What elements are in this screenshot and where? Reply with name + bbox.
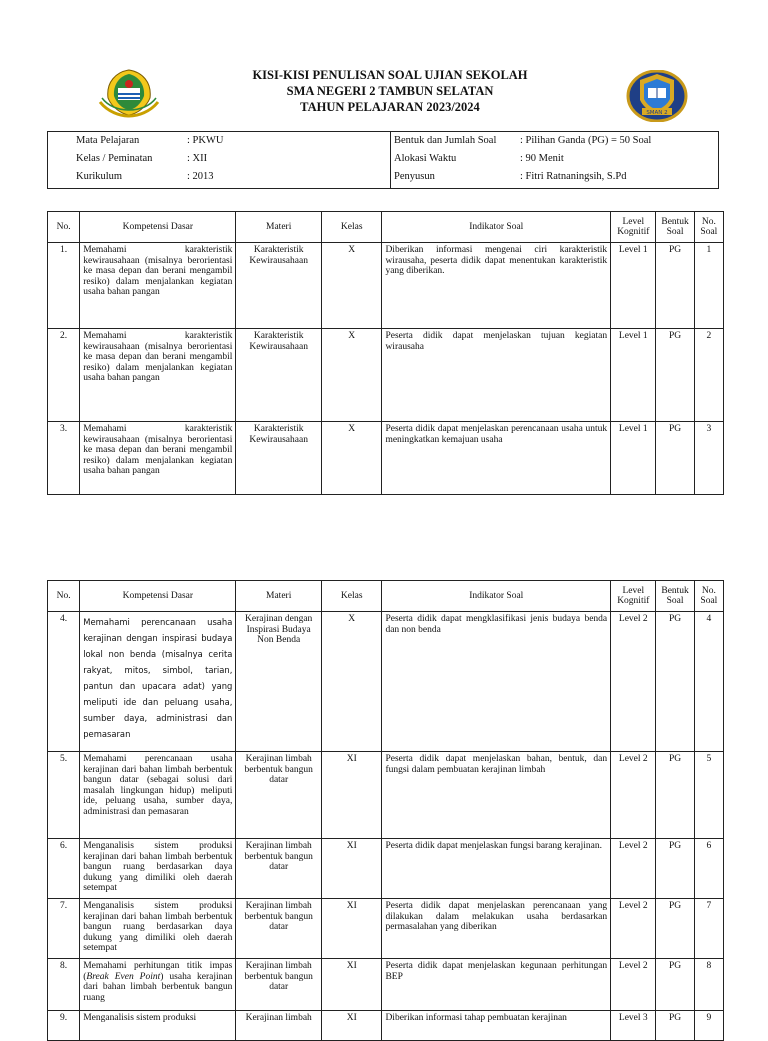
penyusun-value: : Fitri Ratnaningsih, S.Pd — [520, 171, 627, 182]
row-kd: Menganalisis sistem produksi kerajinan dari bahan limbah berbentuk bangun ruang berdasarkan daya dukung yang dimiliki oleh daerah setempat — [80, 899, 236, 959]
row-kelas: XI — [322, 1011, 382, 1041]
row-indikator: Peserta didik dapat menjelaskan bahan, bentuk, dan fungsi dalam pembuatan kerajinan limbah — [382, 752, 611, 839]
row-kd: Menganalisis sistem produksi — [80, 1011, 236, 1041]
table-header-row — [48, 581, 724, 612]
table-row — [48, 839, 724, 899]
table-row — [48, 959, 724, 1011]
row-nosoal: 8 — [694, 959, 723, 1011]
bentuk-value: : Pilihan Ganda (PG) = 50 Soal — [520, 135, 652, 146]
col-no: No. — [48, 581, 80, 612]
row-no: 8. — [48, 959, 80, 1011]
row-kd — [80, 959, 236, 1011]
table-row — [48, 243, 724, 329]
mapel-label: Mata Pelajaran — [76, 135, 140, 146]
row-kelas: X — [322, 243, 382, 329]
table-row — [48, 422, 724, 495]
row-indikator: Peserta didik dapat mengklasifikasi jenis budaya benda dan non benda — [382, 612, 611, 752]
col-kelas: Kelas — [322, 581, 382, 612]
table-row — [48, 752, 724, 839]
row-kelas: XI — [322, 839, 382, 899]
col-no: No. — [48, 212, 80, 243]
row-materi: Karakteristik Kewirausahaan — [236, 422, 322, 495]
row-indikator: Peserta didik dapat menjelaskan perencanaan usaha untuk meningkatkan kemajuan usaha — [382, 422, 611, 495]
alokasi-value: : 90 Menit — [520, 153, 564, 164]
penyusun-label: Penyusun — [394, 171, 435, 182]
row-materi: Kerajinan limbah berbentuk bangun datar — [236, 839, 322, 899]
row-level: Level 1 — [611, 243, 656, 329]
row-bentuk: PG — [656, 422, 694, 495]
col-materi: Materi — [236, 581, 322, 612]
mapel-value: : PKWU — [184, 132, 391, 153]
row-kd: Memahami perencanaan usaha kerajinan dengan inspirasi budaya lokal non benda (misalnya cerita rakyat, mitos, simbol, tarian, pantun dan upacara adat) yang meliputi ide dan peluang usaha, sumber daya, administrasi dan pemasaran — [80, 612, 236, 752]
col-kd: Kompetensi Dasar — [80, 581, 236, 612]
row-nosoal: 4 — [694, 612, 723, 752]
kelas-value: : XII — [184, 152, 391, 170]
row-no: 5. — [48, 752, 80, 839]
row-kelas: XI — [322, 959, 382, 1011]
row-materi: Kerajinan limbah — [236, 1011, 322, 1041]
row-kd: Memahami karakteristik kewirausahaan (misalnya berorientasi ke masa depan dan berani mengambil resiko) dalam menjalankan kegiatan usaha bahan pangan — [80, 329, 236, 422]
row-level: Level 2 — [611, 959, 656, 1011]
row-level: Level 2 — [611, 752, 656, 839]
kurikulum-value: : 2013 — [184, 170, 391, 189]
kurikulum-label: Kurikulum — [76, 171, 123, 182]
school-logo-text: SMAN 2 — [646, 110, 668, 116]
row-nosoal: 3 — [694, 422, 723, 495]
row-nosoal: 6 — [694, 839, 723, 899]
row-indikator: Peserta didik dapat menjelaskan kegunaan perhitungan BEP — [382, 959, 611, 1011]
title-line-2: SMA NEGERI 2 TAMBUN SELATAN — [286, 84, 494, 98]
table-row — [48, 329, 724, 422]
row-no: 1. — [48, 243, 80, 329]
row-materi: Kerajinan limbah berbentuk bangun datar — [236, 899, 322, 959]
row-kelas: XI — [322, 899, 382, 959]
row-nosoal: 7 — [694, 899, 723, 959]
kisi-table-2 — [47, 580, 724, 1041]
col-nosoal: No. Soal — [694, 212, 723, 243]
col-kelas: Kelas — [322, 212, 382, 243]
row-kelas: X — [322, 422, 382, 495]
row-indikator: Diberikan informasi mengenai ciri karakteristik wirausaha, peserta didik dapat menentukan karakteristik yang diberikan. — [382, 243, 611, 329]
row-nosoal: 9 — [694, 1011, 723, 1041]
col-level: Level Kognitif — [611, 212, 656, 243]
row-bentuk: PG — [656, 329, 694, 422]
col-bentuk: Bentuk Soal — [656, 581, 694, 612]
row-kd: Memahami karakteristik kewirausahaan (misalnya berorientasi ke masa depan dan berani mengambil resiko) dalam menjalankan kegiatan usaha bahan pangan — [80, 243, 236, 329]
row-level: Level 1 — [611, 329, 656, 422]
row-materi: Karakteristik Kewirausahaan — [236, 243, 322, 329]
col-nosoal: No. Soal — [694, 581, 723, 612]
kd-text-a: Memahami perhitungan titik impas ( — [83, 961, 233, 982]
row-indikator: Diberikan informasi tahap pembuatan kerajinan — [382, 1011, 611, 1041]
row-kd: Memahami karakteristik kewirausahaan (misalnya berorientasi ke masa depan dan berani mengambil resiko) dalam menjalankan kegiatan usaha bahan pangan — [80, 422, 236, 495]
row-bentuk: PG — [656, 959, 694, 1011]
row-bentuk: PG — [656, 612, 694, 752]
row-materi: Karakteristik Kewirausahaan — [236, 329, 322, 422]
col-bentuk: Bentuk Soal — [656, 212, 694, 243]
row-materi: Kerajinan dengan Inspirasi Budaya Non Benda — [236, 612, 322, 752]
col-materi: Materi — [236, 212, 322, 243]
row-level: Level 3 — [611, 1011, 656, 1041]
row-level: Level 2 — [611, 612, 656, 752]
table-row — [48, 612, 724, 752]
kisi-table-1 — [47, 211, 724, 495]
row-kelas: X — [322, 612, 382, 752]
row-kelas: XI — [322, 752, 382, 839]
kd-text-b: ) usaha kerajinan dari bahan limbah berbentuk bangun ruang — [83, 971, 233, 1003]
title-line-3: TAHUN PELAJARAN 2023/2024 — [300, 100, 480, 114]
row-no: 6. — [48, 839, 80, 899]
row-nosoal: 1 — [694, 243, 723, 329]
col-level: Level Kognitif — [611, 581, 656, 612]
row-kd: Menganalisis sistem produksi kerajinan dari bahan limbah berbentuk bangun ruang berdasarkan daya dukung yang dimiliki oleh daerah setempat — [80, 839, 236, 899]
document-header — [150, 67, 630, 115]
row-indikator: Peserta didik dapat menjelaskan fungsi barang kerajinan. — [382, 839, 611, 899]
row-indikator: Peserta didik dapat menjelaskan perencanaan yang dilakukan dalam melakukan usaha berdasarkan permasalahan yang diberikan — [382, 899, 611, 959]
col-indikator: Indikator Soal — [382, 581, 611, 612]
kelas-label: Kelas / Peminatan — [76, 153, 153, 164]
table-header-row — [48, 212, 724, 243]
col-kd: Kompetensi Dasar — [80, 212, 236, 243]
row-nosoal: 2 — [694, 329, 723, 422]
row-no: 3. — [48, 422, 80, 495]
row-kelas: X — [322, 329, 382, 422]
row-no: 9. — [48, 1011, 80, 1041]
title-line-1: KISI-KISI PENULISAN SOAL UJIAN SEKOLAH — [252, 68, 528, 82]
info-table — [47, 131, 719, 189]
row-no: 4. — [48, 612, 80, 752]
row-nosoal: 5 — [694, 752, 723, 839]
row-materi: Kerajinan limbah berbentuk bangun datar — [236, 959, 322, 1011]
table-row — [48, 1011, 724, 1041]
col-indikator: Indikator Soal — [382, 212, 611, 243]
row-level: Level 1 — [611, 422, 656, 495]
row-bentuk: PG — [656, 899, 694, 959]
row-kd: Memahami perencanaan usaha kerajinan dari bahan limbah berbentuk bangun datar (sebagai solusi dari masalah lingkungan hidup) meliputi ide, peluang usaha, sumber daya, administrasi dan pemasaran — [80, 752, 236, 839]
table-row — [48, 899, 724, 959]
row-no: 2. — [48, 329, 80, 422]
row-bentuk: PG — [656, 243, 694, 329]
school-logo — [626, 70, 688, 122]
row-bentuk: PG — [656, 1011, 694, 1041]
row-indikator: Peserta didik dapat menjelaskan tujuan kegiatan wirausaha — [382, 329, 611, 422]
row-bentuk: PG — [656, 752, 694, 839]
row-level: Level 2 — [611, 899, 656, 959]
row-level: Level 2 — [611, 839, 656, 899]
row-bentuk: PG — [656, 839, 694, 899]
alokasi-label: Alokasi Waktu — [394, 153, 457, 164]
row-no: 7. — [48, 899, 80, 959]
bentuk-label: Bentuk dan Jumlah Soal — [394, 135, 497, 146]
kd-text-em: Break Even Point — [86, 971, 161, 982]
row-materi: Kerajinan limbah berbentuk bangun datar — [236, 752, 322, 839]
